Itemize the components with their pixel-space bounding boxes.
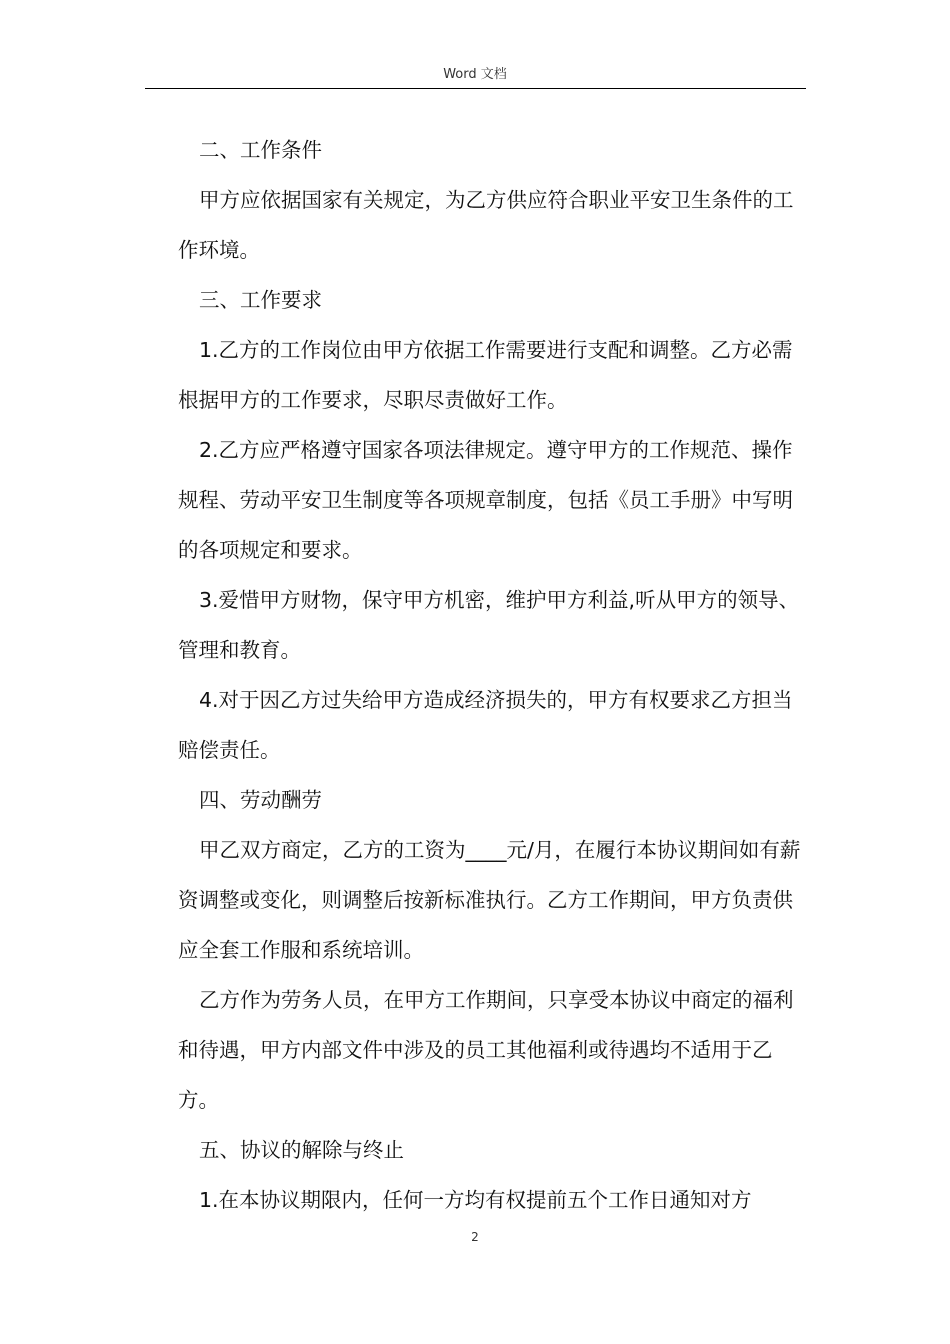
document-body [178, 125, 802, 1225]
header-divider [145, 88, 806, 89]
paragraph: 甲乙双方商定，乙方的工资为____元/月，在履行本协议期间如有薪资调整或变化，则调整后按新标准执行。乙方工作期间，甲方负责供应全套工作服和系统培训。 [178, 838, 801, 962]
paragraph: 2.乙方应严格遵守国家各项法律规定。遵守甲方的工作规范、操作规程、劳动平安卫生制度等各项规章制度，包括《员工手册》中写明的各项规定和要求。 [178, 438, 793, 562]
paragraph: 1.在本协议期限内，任何一方均有权提前五个工作日通知对方 [199, 1188, 752, 1212]
paragraph: 3.爱惜甲方财物，保守甲方机密，维护甲方利益,听从甲方的领导、管理和教育。 [178, 588, 800, 662]
paragraph: 乙方作为劳务人员，在甲方工作期间，只享受本协议中商定的福利和待遇，甲方内部文件中涉及的员工其他福利或待遇均不适用于乙方。 [178, 988, 794, 1112]
page-header-title: Word 文档 [443, 67, 507, 82]
paragraph: 1.乙方的工作岗位由甲方依据工作需要进行支配和调整。乙方必需根据甲方的工作要求，尽职尽责做好工作。 [178, 338, 793, 412]
section-heading-remuneration: 四、劳动酬劳 [199, 788, 322, 812]
section-heading-work-requirements: 三、工作要求 [199, 288, 322, 312]
paragraph: 4.对于因乙方过失给甲方造成经济损失的，甲方有权要求乙方担当赔偿责任。 [178, 688, 793, 762]
page-number: 2 [471, 1230, 479, 1244]
section-heading-termination: 五、协议的解除与终止 [199, 1138, 404, 1162]
section-heading-work-conditions: 二、工作条件 [199, 138, 322, 162]
paragraph: 甲方应依据国家有关规定，为乙方供应符合职业平安卫生条件的工作环境。 [178, 188, 794, 262]
